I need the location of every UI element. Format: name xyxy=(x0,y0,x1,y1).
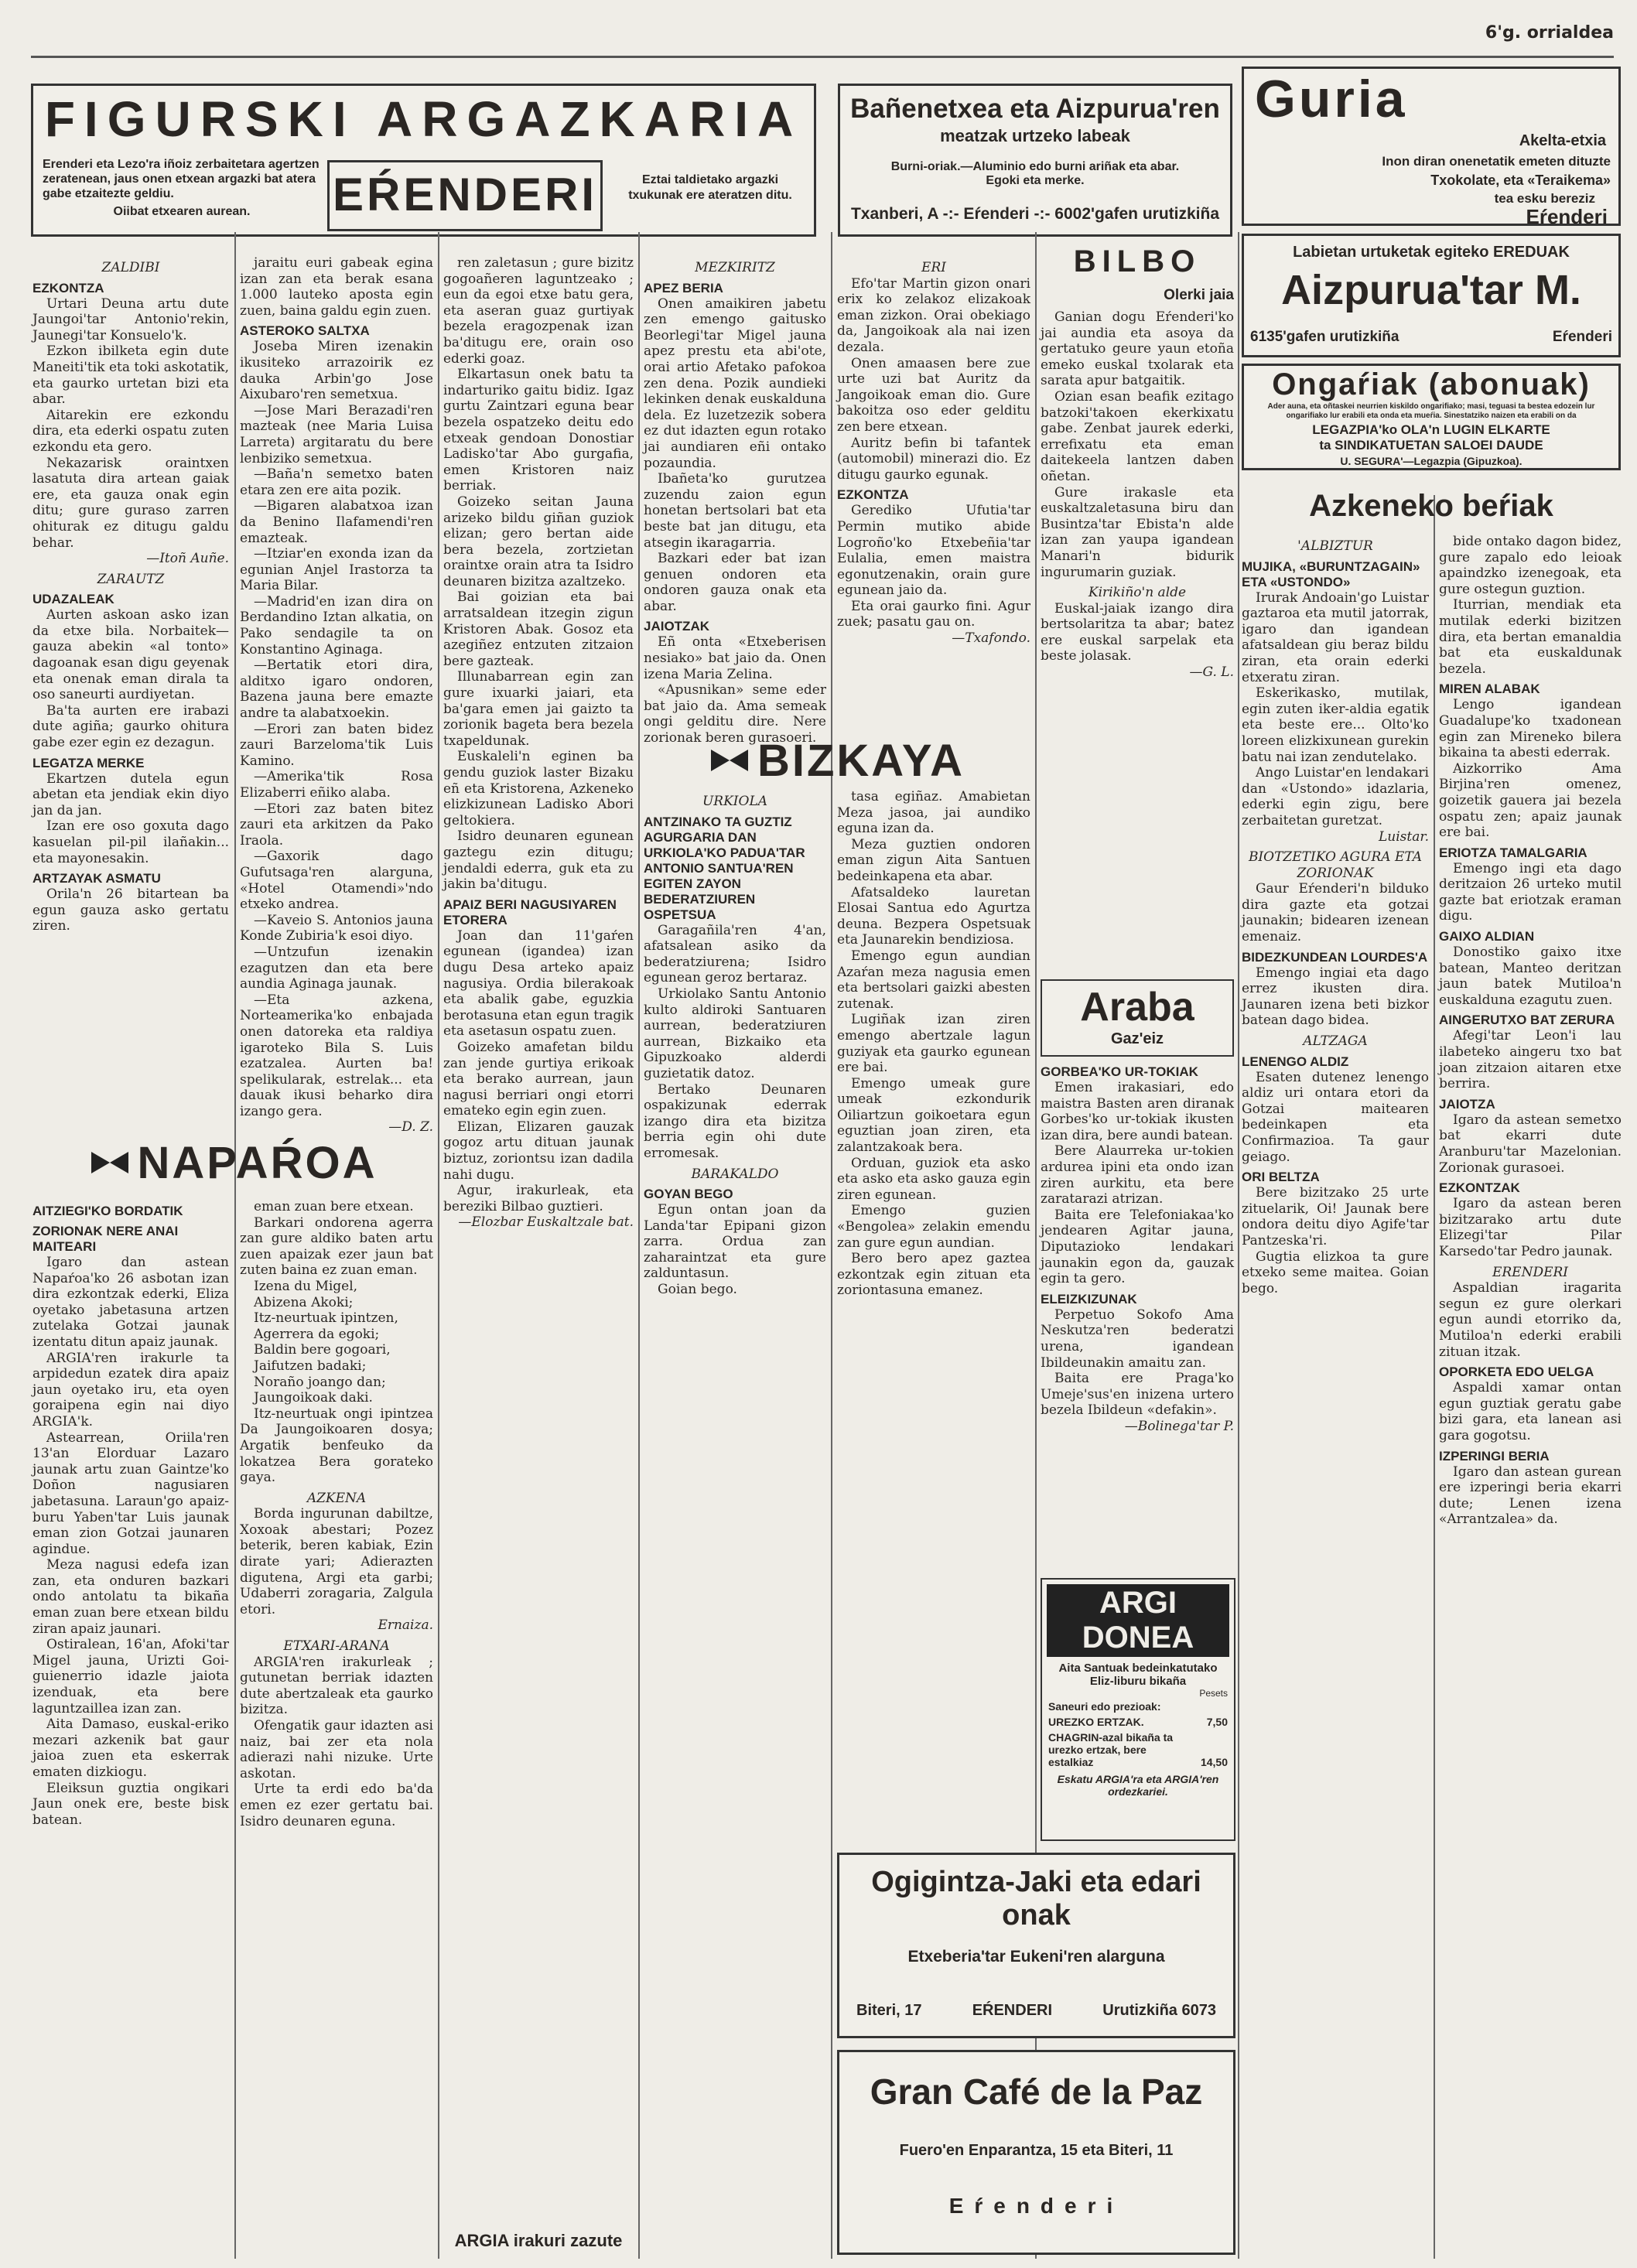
ogigintza-town: EŔENDERI xyxy=(972,2002,1053,2019)
article-heading: ERENDERI xyxy=(1492,1264,1569,1280)
article-paragraph: Jaifutzen badaki; xyxy=(254,1358,367,1374)
banenetxea-line2: Egoki eta merke. xyxy=(986,174,1085,187)
article-heading: ETXARI-ARANA xyxy=(283,1638,390,1655)
article-paragraph: Agerrera da egoki; xyxy=(254,1326,380,1342)
bilbo-title: BILBO xyxy=(1073,244,1201,278)
article-paragraph: —Eta azkena, Norteamerika'ko enbajada onen datoreka eta raldiya igaroteko Bila S. Luis ezatzalea. Aurten ba! spelikularak, estrelak... eta dauak ikusi beharko dira izango gera. xyxy=(240,992,433,1119)
article-paragraph: Ostiralean, 16'an, Afoki'tar Migel jauna, Urizti Goi-guienerrio idazle jaiota izenduak, eta bere laguntzaillea izan zan. xyxy=(32,1637,229,1716)
article-paragraph: Izan ere oso goxuta dago kasuelan pil-pil ilañakin... eta mayonesakin. xyxy=(32,818,229,866)
article-paragraph: —Gaxorik dago Gufutsaga'ren alarguna, «Hotel Otamendi»'ndo etxeko andrea. xyxy=(240,849,433,913)
article-paragraph: eman zuan bere etxean. xyxy=(254,1199,414,1214)
ongariak-ad xyxy=(1242,364,1621,470)
article-heading: LEGATZA MERKE xyxy=(32,755,145,770)
banenetxea-title: Bañenetxea eta Aizpurua'ren xyxy=(850,94,1220,124)
article-heading: ZORIONAK NERE ANAI MAITEARI xyxy=(32,1224,179,1254)
gran-cafe-town: Eŕenderi xyxy=(948,2194,1124,2218)
argi-donea-title: ARGI DONEA xyxy=(1047,1584,1229,1657)
argia-note: ARGIA irakuri zazute xyxy=(454,2231,623,2250)
column-eri xyxy=(837,255,1030,719)
article-paragraph: Bai goizian eta bai arratsaldean itzegin zigun Kristoren Abak. Gosoz eta azegiñez entzuten zitzaion bere gazteak. xyxy=(443,589,634,669)
article-paragraph: Ofengatik gaur idazten asi naiz, bai zer eta nola adierazi nahi nizuke. Urte askotan. xyxy=(240,1718,433,1781)
aizpurua-phone: 6135'gafen urutizkiña xyxy=(1250,329,1399,345)
article-heading: Kirikiño'n alde xyxy=(1088,585,1187,601)
article-heading: GORBEA'KO UR-TOKIAK xyxy=(1041,1064,1198,1079)
article-paragraph: ARGIA'ren irakurleak ; gutunetan berriak idazten dute abertzaleak eta gaurko bizitza. xyxy=(240,1654,433,1718)
article-signature: —Itoñ Auñe. xyxy=(146,551,229,567)
article-paragraph: Aspaldi xamar ontan egun guztiak geratu gabe bizi gara, eta lanean asi gara gogotsu. xyxy=(1439,1380,1622,1443)
aizpurua-name: Aizpurua'tar M. xyxy=(1281,267,1581,313)
column-bizkaya-2 xyxy=(837,789,1030,1601)
article-heading: MEZKIRITZ xyxy=(695,260,775,275)
bilbo-header xyxy=(1041,244,1234,304)
article-paragraph: Illunabarrean egin zan gure ixuarki jaiari, eta ba'gara emen jai gaizto ta zorionik bageta bera bezela txapeldunak. xyxy=(443,669,634,749)
article-paragraph: Gerediko Ufutia'tar Permin mutiko abide Logroño'ko Etxebeñia'tar Eulalia, emen maistra egonutzenakin, orain gure egunean jaio da. xyxy=(837,503,1030,599)
article-paragraph: Aspaldian iragarita segun ez gure olerkari egun aundi etorriko da, Mutiloa'n ederki erabili zituan itzak. xyxy=(1439,1280,1622,1360)
article-paragraph: Irurak Andoain'go Luistar gaztaroa eta mutil jatorrak, igaro dan igandean afatsaldean giu beraz bildu ziran, eta orain ederki etxeratu ziran. xyxy=(1242,589,1429,685)
article-heading: APEZ BERIA xyxy=(644,280,723,295)
article-paragraph: Astearrean, Oriila'ren 13'an Elorduar Lazaro jaunak artu zuan Gaintze'ko Doñon nagusiaren jabetasuna. Laraun'go apaiz-buru Yaben'tar Luis jaunak eman zion Gotzai jaunaren agindue. xyxy=(32,1429,229,1557)
banenetxea-subtitle: meatzak urtzeko labeak xyxy=(940,126,1130,145)
article-heading: ORI BELTZA xyxy=(1242,1170,1320,1185)
guria-line3: Txokolate, eta «Teraikema» xyxy=(1430,172,1611,188)
article-paragraph: Emengo guzien «Bengolea» zelakin emendu zan gure egun aundian. xyxy=(837,1203,1030,1251)
article-paragraph: Ganian dogu Eŕenderi'ko jai aundia eta asoya da gertatuko geure yaun etoña emeko euskal txolarak eta sarata apur batgaitik. xyxy=(1041,309,1234,389)
argi-donea-ad xyxy=(1041,1578,1235,1841)
article-heading: APAIZ BERI NAGUSIYAREN ETORERA xyxy=(443,897,617,927)
article-paragraph: Baldin bere gogoari, xyxy=(254,1342,391,1358)
article-signature: —Txafondo. xyxy=(952,630,1030,647)
article-paragraph: Eleiksun guztia ongikari Jaun onek ere, beste bisk batean. xyxy=(32,1780,229,1828)
basque-cross-icon xyxy=(709,745,750,776)
article-paragraph: —Jose Mari Berazadi'ren mazteak (nee Maria Luisa Larreta) argitaratu du bere lenbiziko semetxua. xyxy=(240,402,433,466)
figurski-left-text xyxy=(43,157,321,219)
column-bilbo xyxy=(1041,309,1234,975)
article-paragraph: Ekartzen dutela egun abetan eta jendiak ekin diyo jan da jan. xyxy=(32,770,229,818)
article-paragraph: Emengo egun aundian Azaŕan meza nagusia emen eta bertsolari gaizki abesten zutenak. xyxy=(837,948,1030,1012)
argi-donea-price-header: Pesets xyxy=(1199,1688,1228,1699)
ogigintza-footer xyxy=(839,2002,1233,2020)
article-paragraph: Agur, irakurleak, eta bereziki Bilbao guztieri. xyxy=(443,1183,634,1214)
column-rule xyxy=(438,232,439,2259)
article-paragraph: Afegi'tar Leon'i lau ilabeteko aingeru txo bat joan zitzaion aitaren etxe berrira. xyxy=(1439,1028,1622,1092)
guria-line1: Akelta-etxia xyxy=(1519,132,1606,149)
article-paragraph: Auritz befin bi tafantek (automobil) minerazi dio. Ez ditugu gaurko egunak. xyxy=(837,435,1030,483)
article-heading: MUJIKA, «BURUNTZAGAIN» ETA «USTONDO» xyxy=(1242,558,1420,589)
article-paragraph: Joseba Miren izenakin ikusiteko arrazoirik ez dauka Arbin'go Jose Aixubaro'ren semetxua. xyxy=(240,339,433,403)
article-heading: AITZIEGI'KO BORDATIK xyxy=(32,1204,183,1218)
article-heading: UDAZALEAK xyxy=(32,592,114,607)
article-signature: Ernaiza. xyxy=(378,1617,433,1634)
argi-donea-p1: 7,50 xyxy=(1206,1716,1228,1728)
naparoa-title: NAPAŔOA xyxy=(137,1137,378,1188)
article-paragraph: Noraño joango dan; xyxy=(254,1374,386,1390)
article-paragraph: Aitarekin ere ezkondu dira, eta ederki ospatu zuten ezkondu eta gero. xyxy=(32,407,229,455)
ogigintza-ad xyxy=(837,1853,1235,2038)
article-paragraph: Aizkorriko Ama Birjina'ren omenez, goizetik gauera jai bezela ospatu zen; apaiz jaunak ere bai. xyxy=(1439,760,1622,841)
gran-cafe-ad xyxy=(837,2050,1235,2255)
article-signature: —G. L. xyxy=(1189,664,1234,681)
article-paragraph: —Kaveio S. Antonios jauna Konde Zubiria'k esoi diyo. xyxy=(240,912,433,944)
article-paragraph: Lugiñak izan ziren emengo abertzale lagun guziyak eta gaurko egunean ere bai. xyxy=(837,1012,1030,1076)
guria-ad xyxy=(1242,67,1621,226)
article-paragraph: Lengo igandean Guadalupe'ko txadonean egin zan Mireneko bilera bikaina ta abesti ederrak. xyxy=(1439,697,1622,761)
argi-donea-row xyxy=(1042,1730,1234,1770)
gran-cafe-addr: Fuero'en Enparantza, 15 eta Biteri, 11 xyxy=(899,2142,1174,2159)
argi-donea-item1: UREZKO ERTZAK. xyxy=(1048,1716,1144,1728)
article-paragraph: tasa egiñaz. Amabietan Meza jasoa, jai aundiko eguna izan da. xyxy=(837,789,1030,837)
article-paragraph: —Erori zan baten bidez zauri Barzeloma'tik Luis Kamino. xyxy=(240,721,433,769)
article-heading: BIDEZKUNDEAN LOURDES'A xyxy=(1242,949,1428,965)
article-heading: 'ALBIZTUR xyxy=(1297,538,1373,554)
article-heading: ERIOTZA TAMALGARIA xyxy=(1439,845,1587,860)
article-paragraph: «Apusnikan» seme eder bat jaio da. Ama semeak ongi gelditu dire. Nere zorionak beren gurasoeri. xyxy=(644,682,826,746)
article-paragraph: Barkari ondorena agerra zan gure aldiko baten artu zuen apaizak ezer jaun bat zuten baina ez zuan eman. xyxy=(240,1214,433,1279)
araba-subtitle: Gaz'eiz xyxy=(1110,1030,1164,1047)
article-heading: GAIXO ALDIAN xyxy=(1439,929,1535,944)
column-araba xyxy=(1041,1060,1234,1574)
figurski-title: FIGURSKI ARGAZKARIA xyxy=(44,91,803,147)
article-heading: MIREN ALABAK xyxy=(1439,681,1540,697)
article-heading: ZARAUTZ xyxy=(97,571,165,587)
argi-donea-row xyxy=(1042,1714,1234,1730)
article-paragraph: Jaungoikoak daki. xyxy=(254,1390,373,1406)
article-paragraph: ARGIA'ren irakurle ta arpidedun ezatek dira apaiz jaun oyetako iru, eta oyen goraipena egin nai diyo ARGIA'k. xyxy=(32,1350,229,1429)
column-rule xyxy=(638,232,640,2259)
article-paragraph: Bere bizitzako 25 urte zituelarik, Oi! Jaunak bere ondora deitu diyo Agife'tar Pantzeska'ri. xyxy=(1242,1185,1429,1248)
article-paragraph: Joan dan 11'gaŕen egunean (igandea) izan dugu Desa arteko apaiz nagusiya. Ordia bilerakoak eta abalik gabe, eguzkia berotasuna etan egun tragik eta asetasun ospatu zuen. xyxy=(443,927,634,1040)
article-paragraph: ren zaletasun ; gure bizitz gogoañeren laguntzeako ; eun da egoi etxe batu gera, eta aseran guaz gurtiyak bezela eragozpenak izan ba'ditugu ere, orain oso ederki goaz. xyxy=(443,255,634,367)
article-paragraph: —Untzufun izenakin ezagutzen dan eta bere aundia Aginaga jaunak. xyxy=(240,944,433,992)
article-paragraph: Itz-neurtuak ongi ipintzea Da Jaungoikoaren dosya; Argatik benfeuko da lokatzea Bera gorateko gaya. xyxy=(240,1406,433,1486)
bizkaya-title: BIZKAYA xyxy=(757,735,965,786)
article-paragraph: Baita ere Praga'ko Umeje'sus'en inizena urtero bezela Ibildeun «defakin». xyxy=(1041,1371,1234,1419)
article-paragraph: Afatsaldeko lauretan Elosai Santua edo Agurtza deuna. Bezpera Ospetsuak eta Jaunarekin bendiziosa. xyxy=(837,884,1030,948)
article-paragraph: —Baña'n semetxo baten etara zen ere aita pozik. xyxy=(240,466,433,498)
banenetxea-footer: Txanberi, A -:- Eŕenderi -:- 6002'gafen urutizkiña xyxy=(850,205,1220,223)
article-paragraph: Aurten askoan asko izan da etxe bila. Norbaitek—gauza abekin «al tonto» dagoanak esan digu geyenak eta onenak eman dirala ta oso saneurti aurdiyetan. xyxy=(32,607,229,703)
argi-donea-footer: Eskatu ARGIA'ra eta ARGIA'ren ordezkariei. xyxy=(1057,1773,1219,1798)
article-paragraph: Emengo ingi eta dago deritzaion 26 urteko mutil gazte bat eriotzak eraman digu. xyxy=(1439,860,1622,924)
article-signature: —Elozbar Euskaltzale bat. xyxy=(458,1214,634,1231)
article-paragraph: Urte ta erdi edo ba'da emen ez ezer gertatu bai. Isidro deunaren eguna. xyxy=(240,1781,433,1829)
guria-town: Eŕenderi xyxy=(1526,205,1608,228)
article-heading: EZKONTZAK xyxy=(1439,1180,1520,1196)
article-paragraph: Ango Luistar'en lendakari dan «Ustondo» idazlaria, ederki egin zigu, bere zerbaitetan guretzat. xyxy=(1242,765,1429,828)
article-paragraph: Igaro da astean semetxo bat ekarri dute Aranburu'tar Mazelonian. Zorionak gurasoei. xyxy=(1439,1112,1622,1176)
article-paragraph: Borda ingurunan dabiltze, Xoxoak abestari; Pozez beterik, beren kabiak, Ezin dirate yari; Adierazten digutena, Argi eta garbi; Udaberri zoragaria, Zalgula etori. xyxy=(240,1506,433,1617)
article-paragraph: Iturrian, mendiak eta mutilak ederki bizitzen dira, eta bertan emanaldia bat eta euskaldunak bezela. xyxy=(1439,597,1622,677)
article-paragraph: Baita ere Telefoniakaa'ko jendearen Agitar jauna, Diputazioko lendakari jaunakin egon da, gauzak egin ta gero. xyxy=(1041,1207,1234,1287)
column-mezkiritz xyxy=(644,255,826,746)
article-heading: ELEIZKIZUNAK xyxy=(1041,1291,1137,1306)
article-paragraph: —Amerika'tik Rosa Elizaberri eñiko alaba. xyxy=(240,769,433,801)
guria-title: Guria xyxy=(1255,70,1408,128)
article-paragraph: Bero bero apez gaztea ezkontzak egin zituan eta zoriontasuna emanez. xyxy=(837,1251,1030,1299)
article-paragraph: Bertako Deunaren ospakizunak ederrak izango dira eta bizitza berria egin ohi dute erromesak. xyxy=(644,1081,826,1161)
article-paragraph: Igaro dan astean Napaŕoa'ko 26 asbotan izan dira ezkontzak ederki, Eliza oyetako jabetasuna artzen zutelaka Gotzai jaunak izentatu ditun apaiz jaunak. xyxy=(32,1255,229,1350)
page-number: 6'g. orrialdea xyxy=(1485,23,1614,43)
article-paragraph: Igaro da astean beren bizitzarako artu dute Elizegi'tar Pilar Karsedo'tar Pedro jaunak. xyxy=(1439,1196,1622,1259)
column-albiztur xyxy=(1242,534,1429,2255)
column-saltxa xyxy=(240,255,433,1136)
figurski-left: Erenderi eta Lezo'ra iñoiz zerbaitetara agertzen zeratenean, jaus onen etxean argazki bat atera gabe etzaitezte geldiu. xyxy=(43,158,320,200)
article-paragraph: Eskerikasko, mutilak, egin zuten iker-aldia egatik eta beste ere... Olto'ko loreen elizkixunean gurekin batu nai izan zendutelako. xyxy=(1242,685,1429,765)
column-isidro xyxy=(443,255,634,2220)
article-paragraph: Donostiko gaixo itxe batean, Manteo deritzan jaun batek Mutiloa'n euskalduna ezagutu zuen. xyxy=(1439,944,1622,1008)
article-heading: IZPERINGI BERIA xyxy=(1439,1448,1550,1464)
article-paragraph: Emen irakasiari, edo maistra Basten aren diranak Gorbes'ko ur-tokiak ikusten izan dira, bere aundi batean. xyxy=(1041,1080,1234,1143)
article-paragraph: Emengo umeak gure umeak ezkondurik Oiliartzun goikoetara egun eguztian joan ziren, eta zalantzakoak bera. xyxy=(837,1075,1030,1156)
article-paragraph: —Bertatik etori dira, alditxo igaro ondoren, Bazena jauna bere emazte andre ta alabatxoekin. xyxy=(240,658,433,722)
article-heading: OPORKETA EDO UELGA xyxy=(1439,1365,1594,1380)
top-rule xyxy=(31,56,1614,58)
figurski-town: EŔENDERI xyxy=(327,160,603,231)
article-heading: ALTZAGA xyxy=(1303,1033,1368,1050)
article-paragraph: Onen amaasen bere zue urte uzi bat Auritz da Jangoikoak eman dio. Gure bakoitza oso eder gelditu zen bere etxean. xyxy=(837,355,1030,435)
article-heading: ERI xyxy=(921,260,946,275)
article-heading: EZKONTZA xyxy=(837,487,909,503)
article-signature: —Bolinega'tar P. xyxy=(1124,1418,1234,1434)
banenetxea-line1: Burni-oriak.—Aluminio edo burni ariñak eta abar. xyxy=(890,160,1180,173)
column-rule xyxy=(831,232,832,2259)
column-rule xyxy=(1238,232,1239,2259)
article-paragraph: Bere Alaurreka ur-tokien ardurea ipini eta ondo izan ziren aurkitu, eta bere zaratarazi atrizan. xyxy=(1041,1143,1234,1207)
article-paragraph: Itz-neurtuak ipintzen, xyxy=(254,1310,398,1327)
azkeneko-header: Azkeneko beŕiak xyxy=(1309,489,1553,523)
article-heading: AINGERUTXO BAT ZERURA xyxy=(1439,1013,1615,1028)
article-paragraph: Emengo ingiai eta dago errez ikusten dira. Jaunaren izena beti bizkor batean dago bidea. xyxy=(1242,965,1429,1029)
article-paragraph: jaraitu euri gabeak egina izan zan eta berak esana 1.000 lauteko aposta egin zuen, baina galdu egin zuen. xyxy=(240,255,433,319)
aizpurua-town: Eŕenderi xyxy=(1552,329,1612,345)
article-paragraph: Onen amaikiren jabetu zen emengo gaitusko Beorlegi'tar Migel jauna apez prestu eta abi'ote, orai artio Afetako pafokoa zen dena. Pozik aundieki lekinken denak euskalduna dela. Ez luzetzezik sobera ez dut idazten egun rotako jai aundiaren eñi ontako pozaundia. xyxy=(644,295,826,471)
article-heading: EZKONTZA xyxy=(32,280,104,295)
ongariak-title: Ongaŕiak (abonuak) xyxy=(1272,367,1591,401)
article-paragraph: Gure irakasle eta euskaltzaletasuna biru dan Busintza'tar Ebista'n alde izan zan yaupa igandean Manari'n bidurik ingurumarin guziak. xyxy=(1041,484,1234,580)
article-paragraph: Urtari Deuna artu dute Jaungoi'tar Antonio'rekin, Jaunegi'tar Konsuelo'k. xyxy=(32,295,229,343)
article-paragraph: Urkiolako Santu Antonio kulto aldiroki Santuaren aurrean, bederatziuren aurrean, Bizkaiko eta Gipuzkoako alderdi guzietatik datoz. xyxy=(644,985,826,1081)
figurski-right: Eztai taldietako argazki txukunak ere ateratzen ditu. xyxy=(628,173,792,202)
article-paragraph: Ezkon ibilketa egin dute Maneiti'tik eta toki askotatik, eta gaurko urtetan bizi eta abar. xyxy=(32,343,229,408)
article-paragraph: Meza nagusi edefa izan zan, eta onduren bazkari ondo antolatu ta bikaña eman zuan bere etxean bildu ziran apaiz jaunari. xyxy=(32,1557,229,1637)
column-rule xyxy=(234,232,236,2259)
article-paragraph: Igaro dan astean gurean ere izperingi beria ekarri dute; Lenen izena «Arrantzalea» da. xyxy=(1439,1464,1622,1528)
ogigintza-title: Ogigintza-Jaki eta edari onak xyxy=(871,1866,1201,1932)
aizpurua-ad xyxy=(1242,234,1621,357)
argi-donea-p2: 14,50 xyxy=(1200,1756,1228,1768)
article-paragraph: Eñ onta «Etxeberisen nesiako» bat jaio da. Onen izena Maria Zelina. xyxy=(644,634,826,682)
article-paragraph: Goizeko seitan Jauna arizeko bildu giñan guziok elizan; gero bertan aide bera bezela, zortzietan oraintxe orain atra ta Isidro deunaren bizitza azaltzeko. xyxy=(443,494,634,589)
article-paragraph: Euskal-jaiak izango dira bertsolaritza ta abar; batez ere euskal sarpelak eta beste jolasak. xyxy=(1041,600,1234,664)
column-zaldibi xyxy=(32,255,229,1128)
ongariak-line3: ta SINDIKATUETAN SALOEI DAUDE xyxy=(1319,438,1543,453)
article-paragraph: Elizan, Elizaren gauzak gogoz artu dituan jaunak biztuz, zoriontsu izan dadila nahi dugu. xyxy=(443,1119,634,1183)
article-paragraph: —Bigaren alabatxoa izan da Benino Ilafamendi'ren emazteak. xyxy=(240,498,433,546)
article-paragraph: Gaur Eŕenderi'n bilduko dira gazte eta gotzai jaunakin; bidearen izenean emenaiz. xyxy=(1242,881,1429,945)
article-paragraph: Orduan, guziok eta asko eta asko eta asko gauza egin ziren egunean. xyxy=(837,1155,1030,1203)
article-heading: ZALDIBI xyxy=(101,260,160,275)
column-azkeneko-2 xyxy=(1439,534,1622,2255)
article-paragraph: Perpetuo Sokofo Ama Neskutza'ren bederatzi urena, igandean Ibildeunakin amaitu zan. xyxy=(1041,1306,1234,1371)
article-heading: GOYAN BEGO xyxy=(644,1187,733,1202)
article-paragraph: Efo'tar Martin gizon onari erix ko zelakoz elizakoak eman zizkon. Orai obekiago da, Jangoikoak ala nai izen dezala. xyxy=(837,275,1030,355)
bilbo-subtitle: Olerki jaia xyxy=(1164,287,1234,303)
column-naparoa-2 xyxy=(240,1199,433,2255)
article-paragraph: Bazkari eder bat izan genuen ondoren eta ondoren gauza onak eta abar. xyxy=(644,551,826,614)
aizpurua-line1: Labietan urtuketak egiteko EREDUAK xyxy=(1293,244,1570,261)
article-paragraph: Elkartasun onek batu ta indarturiko gaitu bidiz. Igaz gurtu Zaintzari eguna bear bezela ospatzeko deitu edo etxeak gendoan Donostiar Ladisko'tar Abo gurgafia, emen Kristoren naiz berriak. xyxy=(443,367,634,494)
naparoa-header xyxy=(34,1136,432,1190)
article-paragraph: Ba'ta aurten ere irabazi dute agiña; gaurko ohitura gabe ezer egin ez dezagun. xyxy=(32,702,229,751)
guria-line4: tea esku bereziz xyxy=(1494,191,1595,206)
article-paragraph: Abizena Akoki; xyxy=(254,1294,354,1310)
guria-line2: Inon diran onenetatik emeten dituzte xyxy=(1382,154,1611,169)
article-heading: BARAKALDO xyxy=(691,1166,779,1182)
article-paragraph: Euskaleli'n eginen ba gendu guziok laster Bizaku eñ eta Kristorena, Azkeneko elizkizunean Ladisko Abori geltokiera. xyxy=(443,749,634,828)
article-paragraph: Egun ontan joan da Landa'tar Epipani gizon zarra. Ordua zan zaharaintzat eta gure zalduntasun. xyxy=(644,1202,826,1282)
article-heading: URKIOLA xyxy=(702,794,768,809)
article-paragraph: bide ontako dagon bidez, gure zapalo edo leioak apaindzko izenegoak, eta gure ostegun guztion. xyxy=(1439,534,1622,597)
article-paragraph: Ibañeta'ko gurutzea zuzendu zaion egun honetan bertsolari bat eta beste bat jan ditugu, eta atsegin ikaragarria. xyxy=(644,471,826,551)
article-heading: AZKENA xyxy=(306,1490,367,1506)
banenetxea-ad xyxy=(838,84,1232,237)
ogigintza-addr: Biteri, 17 xyxy=(856,2002,922,2019)
article-paragraph: Aita Damaso, euskal-eriko mezari azkenik bat gaur jaioa zuen eta eskerrak ematen dizkiogu. xyxy=(32,1716,229,1780)
ongariak-line2: LEGAZPIA'ko OLA'n LUGIN ELKARTE xyxy=(1312,422,1550,437)
article-signature: —D. Z. xyxy=(388,1119,433,1136)
article-paragraph: —Itziar'en exonda izan da egunian Anjel Irastorza ta Maria Bilar. xyxy=(240,546,433,594)
article-heading: LENENGO ALDIZ xyxy=(1242,1054,1349,1069)
article-paragraph: Gugtia elizkoa ta gure etxeko seme maitea. Goian bego. xyxy=(1242,1248,1429,1296)
article-heading: JAIOTZAK xyxy=(644,619,709,634)
argi-donea-sub: Aita Santuak bedeinkatutako Eliz-liburu bikaña xyxy=(1058,1662,1218,1688)
article-paragraph: Nekazarisk oraintxen lasatuta dira artean gaiak ere, eta gauza onak egin ditu; gure guraso zarren ohiturak ez ditugu galdu behar. xyxy=(32,455,229,551)
column-rule xyxy=(1434,495,1435,2259)
argi-donea-intro: Saneuri edo prezioak: xyxy=(1048,1700,1161,1713)
argi-donea-item2: CHAGRIN-azal bikaña ta urezko ertzak, bere estalkiaz xyxy=(1048,1731,1174,1768)
bizkaya-header xyxy=(644,733,1030,787)
ogigintza-sub: Etxeberia'tar Eukeni'ren alarguna xyxy=(907,1948,1165,1966)
basque-cross-icon xyxy=(90,1147,130,1178)
article-paragraph: Ozian esan beafik ezitago batzoki'takoen ekerkixatu gabe. Zenbat jaurek ederki, errefixatu eta eman daitekeela lantzen daben oñetan. xyxy=(1041,388,1234,484)
figurski-ad xyxy=(31,84,816,237)
article-heading: JAIOTZA xyxy=(1439,1096,1495,1112)
article-paragraph: Goizeko amafetan bildu zan jende gurtiya erikoak eta berako aurrean, jaun nagusi berriari ongi etorri emateko egin egin zuen. xyxy=(443,1039,634,1119)
ongariak-line4: U. SEGURA'—Legazpia (Gipuzkoa). xyxy=(1340,455,1523,467)
article-paragraph: Izena du Migel, xyxy=(254,1278,358,1294)
araba-title: Araba xyxy=(1080,985,1194,1030)
column-urkiola xyxy=(644,789,826,2251)
column-naparoa-1 xyxy=(32,1199,229,2255)
ongariak-line1: Ader auna, eta oñtaskei neurrien kiskildo ongarifiako; masi, teguasi ta bestea edozein lur ongarifiako lur erabili eta onda eta mueŕia. Sinestatziko naizen eta erabili on da xyxy=(1267,402,1595,420)
article-signature: Luistar. xyxy=(1378,828,1429,845)
article-paragraph: Goian bego. xyxy=(658,1282,737,1298)
ogigintza-phone: Urutizkiña 6073 xyxy=(1102,2002,1216,2019)
article-paragraph: Garagañila'ren 4'an, afatsalean asiko da bederatziurena; Isidro egunean geroz bertaraz. xyxy=(644,922,826,986)
article-paragraph: —Etori zaz baten bitez zauri eta arkitzen da Pako Iraola. xyxy=(240,801,433,849)
article-paragraph: Meza guztien ondoren eman zigun Aita Santuen bedeinkapena eta abar. xyxy=(837,836,1030,884)
article-heading: ARTZAYAK ASMATU xyxy=(32,871,161,886)
gran-cafe-title: Gran Café de la Paz xyxy=(870,2072,1203,2112)
article-paragraph: Orila'n 26 bitartean ba egun gauza asko gertatu ziren. xyxy=(32,886,229,934)
article-paragraph: —Madrid'en izan dira on Berdandino Iztan alkatia, on Pako sendagile ta on Konstantino Aginaga. xyxy=(240,593,433,658)
article-paragraph: Eta orai gaurko fini. Agur zuek; pasatu gau on. xyxy=(837,598,1030,630)
article-paragraph: Esaten dutenez lenengo aldiz uri ontara etori da Gotzai maitearen bedeinkapen eta Confirmazioa. Ta gaur geiago. xyxy=(1242,1069,1429,1165)
araba-header xyxy=(1041,979,1234,1057)
article-heading: ASTEROKO SALTXA xyxy=(240,323,370,339)
article-paragraph: Isidro deunaren egunean gaztegu ezin ditugu; jendaldi ederra, guk eta zu jakin ba'ditugu. xyxy=(443,828,634,893)
article-heading: BIOTZETIKO AGURA ETA ZORIONAK xyxy=(1248,849,1423,881)
figurski-left-bold: Oiibat etxearen aurean. xyxy=(113,205,251,218)
article-heading: ANTZINAKO TA GUZTIZ AGURGARIA DAN URKIOLA'KO PADUA'TAR ANTONIO SANTUA'REN EGITEN ZAYON BEDERATZIUREN OSPETSUA xyxy=(644,814,805,922)
